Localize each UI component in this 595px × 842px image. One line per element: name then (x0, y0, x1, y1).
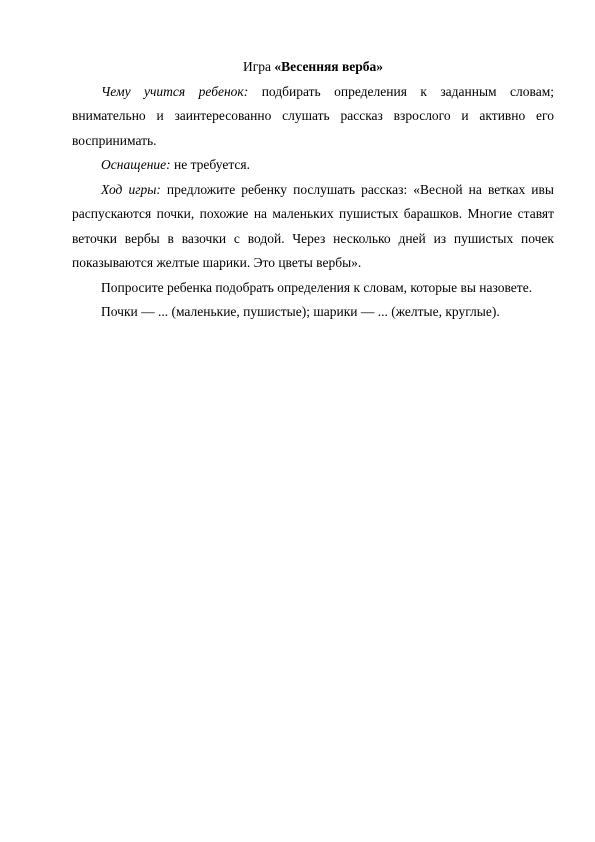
label-equipment: Оснащение: (101, 157, 171, 172)
text-instruction: Попросите ребенка подобрать определения к словам, которые вы назовете. (101, 279, 533, 295)
paragraph-examples (72, 300, 554, 325)
text-game-course: предложите ребенку послушать рассказ: «Весной на ветках ивы распускаются почки, похожие на маленьких пушистых барашков. Многие ставят веточки вербы в вазочки с водой. Через несколько дней из пушистых почек показываются желтые шарики. Это цветы вербы». (72, 181, 554, 270)
text-equipment: не требуется. (170, 157, 250, 172)
title-prefix: Игра (242, 59, 275, 74)
title-name: «Весенняя верба» (274, 59, 384, 74)
paragraph-instruction (72, 276, 554, 301)
paragraph-game-course (72, 178, 554, 276)
text-what-child-learns: подбирать определения к заданным словам; внимательно и заинтересованно слушать рассказ взрослого и активно его воспринимать. (72, 83, 554, 148)
label-what-child-learns: Чему учится ребенок: (101, 83, 249, 99)
label-game-course: Ход игры: (101, 181, 161, 197)
text-examples: Почки — ... (маленькие, пушистые); шарики — ... (желтые, круглые). (101, 304, 500, 319)
paragraph-equipment (72, 153, 554, 178)
document-content (72, 55, 554, 325)
paragraph-what-child-learns (72, 80, 554, 154)
game-title (72, 55, 554, 80)
